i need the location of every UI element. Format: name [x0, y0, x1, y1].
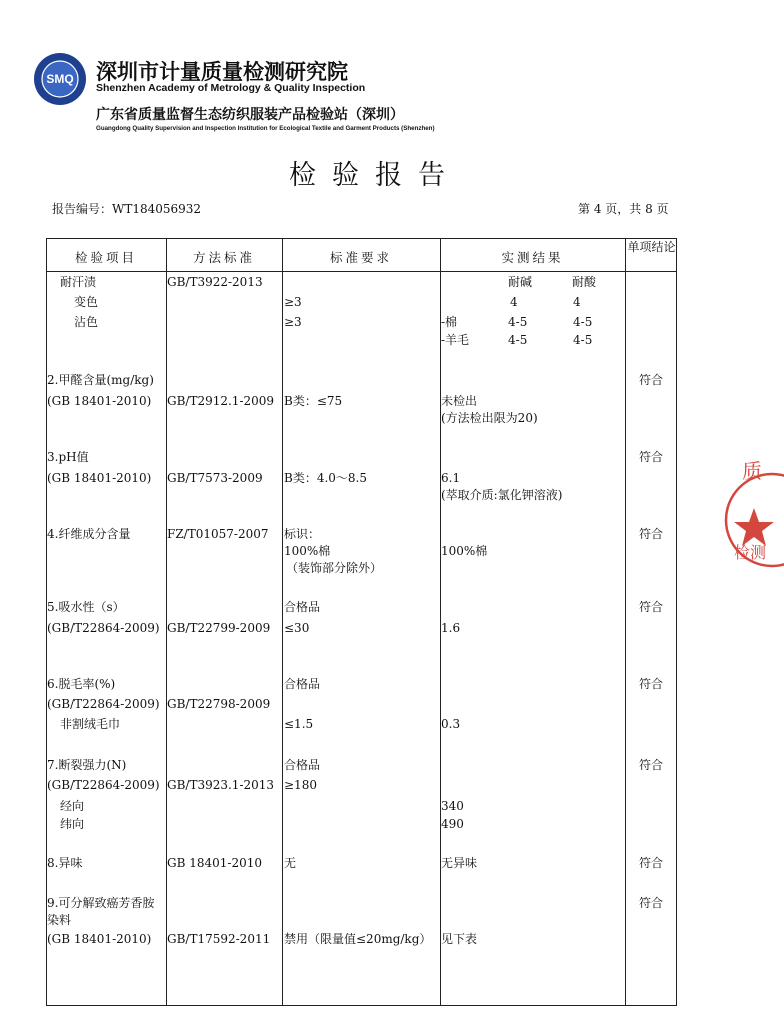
item-lint: 6.脱毛率(%) — [47, 677, 116, 691]
item-amine-line2: 染料 — [47, 913, 72, 927]
sweat-alkali-header: 耐碱 — [508, 275, 533, 289]
verdict-ph: 符合 — [639, 450, 664, 464]
std-amine: (GB 18401-2010) — [47, 932, 152, 946]
req-color-change: ≥3 — [284, 295, 302, 309]
stamp-char-top: 质 — [742, 459, 762, 483]
method-lint: GB/T22798-2009 — [167, 697, 271, 711]
result-warp: 340 — [441, 799, 464, 813]
result-weft: 490 — [441, 817, 464, 831]
col-header-verdict: 单项结论 — [627, 240, 676, 254]
sweat-acid-header: 耐酸 — [572, 275, 597, 289]
val-cotton-acid: 4-5 — [573, 315, 593, 329]
label-wool: -羊毛 — [441, 333, 470, 347]
org-name-en: Shenzhen Academy of Metrology & Quality Inspection — [96, 82, 366, 94]
val-cotton-alkali: 4-5 — [508, 315, 528, 329]
smq-logo — [33, 52, 87, 106]
item-formaldehyde: 2.甲醛含量(mg/kg) — [47, 373, 154, 387]
column-divider — [625, 238, 626, 1006]
std-absorbency: (GB/T22864-2009) — [47, 621, 160, 635]
label-weft: 纬向 — [60, 817, 85, 831]
page-info: 第 4 页，共 8 页 — [578, 202, 669, 216]
item-odor: 8.异味 — [47, 856, 83, 870]
std-ph: (GB 18401-2010) — [47, 471, 152, 485]
req-formaldehyde: B类：≤75 — [284, 394, 343, 408]
req-ph: B类：4.0～8.5 — [284, 471, 367, 485]
verdict-amine: 符合 — [639, 896, 664, 910]
result-absorbency: 1.6 — [441, 621, 461, 635]
method-ph: GB/T7573-2009 — [167, 471, 263, 485]
result-formaldehyde: 未检出 — [441, 394, 478, 408]
report-title: 检验报告 — [289, 160, 461, 191]
item-amine-line1: 9.可分解致癌芳香胺 — [47, 896, 155, 910]
req-fiber-label: 标识： — [284, 527, 321, 541]
label-cotton: -棉 — [441, 315, 458, 329]
station-name-en: Guangdong Quality Supervision and Inspection Institution for Ecological Textile and Garment Products (Shenzhen) — [96, 125, 435, 132]
method-sweat: GB/T3922-2013 — [167, 275, 263, 289]
method-fiber: FZ/T01057-2007 — [167, 527, 269, 541]
col-header-requirement: 标准要求 — [329, 250, 392, 265]
req-absorbency: ≤30 — [284, 621, 310, 635]
logo-text: SMQ — [46, 72, 74, 86]
label-warp: 经向 — [60, 799, 85, 813]
item-staining: 沾色 — [74, 315, 99, 329]
req-amine: 禁用（限量值≤20mg/kg） — [284, 932, 432, 946]
item-absorbency: 5.吸水性（s） — [47, 600, 125, 614]
method-amine: GB/T17592-2011 — [167, 932, 271, 946]
item-strength: 7.断裂强力(N) — [47, 758, 127, 772]
req-lint: ≤1.5 — [284, 717, 314, 731]
method-odor: GB 18401-2010 — [167, 856, 262, 870]
req-fiber-value: 100%棉 — [284, 544, 331, 558]
std-lint: (GB/T22864-2009) — [47, 697, 160, 711]
col-header-method: 方法标准 — [192, 250, 255, 265]
result-odor: 无异味 — [441, 856, 478, 870]
val-change-acid: 4 — [573, 295, 581, 309]
verdict-formaldehyde: 符合 — [639, 373, 664, 387]
val-change-alkali: 4 — [510, 295, 518, 309]
req-strength: ≥180 — [284, 778, 317, 792]
item-ph: 3.pH值 — [47, 450, 89, 464]
header-divider — [46, 271, 677, 272]
verdict-fiber: 符合 — [639, 527, 664, 541]
verdict-strength: 符合 — [639, 758, 664, 772]
verdict-absorbency: 符合 — [639, 600, 664, 614]
req-lint-grade: 合格品 — [284, 677, 321, 691]
method-strength: GB/T3923.1-2013 — [167, 778, 275, 792]
result-lint: 0.3 — [441, 717, 461, 731]
column-divider — [282, 238, 283, 1006]
req-staining: ≥3 — [284, 315, 302, 329]
req-odor: 无 — [284, 856, 297, 870]
org-name-cn: 深圳市计量质量检测研究院 — [96, 60, 348, 84]
method-absorbency: GB/T22799-2009 — [167, 621, 271, 635]
item-sweat: 耐汗渍 — [60, 275, 97, 289]
item-fiber: 4.纤维成分含量 — [47, 527, 131, 541]
std-formaldehyde: (GB 18401-2010) — [47, 394, 152, 408]
report-number: 报告编号：WT184056932 — [52, 202, 202, 216]
item-color-change: 变色 — [74, 295, 99, 309]
val-wool-acid: 4-5 — [573, 333, 593, 347]
req-fiber-note: （装饰部分除外） — [286, 561, 383, 575]
inspection-stamp — [724, 450, 784, 590]
result-fiber: 100%棉 — [441, 544, 488, 558]
station-name-cn: 广东省质量监督生态纺织服装产品检验站（深圳） — [96, 107, 404, 123]
result-ph: 6.1 — [441, 471, 461, 485]
verdict-lint: 符合 — [639, 677, 664, 691]
method-formaldehyde: GB/T2912.1-2009 — [167, 394, 275, 408]
verdict-odor: 符合 — [639, 856, 664, 870]
std-strength: (GB/T22864-2009) — [47, 778, 160, 792]
req-absorbency-grade: 合格品 — [284, 600, 321, 614]
col-header-item: 检验项目 — [74, 250, 137, 265]
note-ph: (萃取介质:氯化钾溶液) — [441, 488, 563, 502]
col-header-result: 实测结果 — [501, 250, 564, 265]
result-amine: 见下表 — [441, 932, 478, 946]
note-formaldehyde: (方法检出限为20) — [441, 411, 538, 425]
sub-item-lint: 非割绒毛巾 — [60, 717, 121, 731]
stamp-char-bottom: 检测 — [734, 543, 767, 562]
req-strength-grade: 合格品 — [284, 758, 321, 772]
val-wool-alkali: 4-5 — [508, 333, 528, 347]
